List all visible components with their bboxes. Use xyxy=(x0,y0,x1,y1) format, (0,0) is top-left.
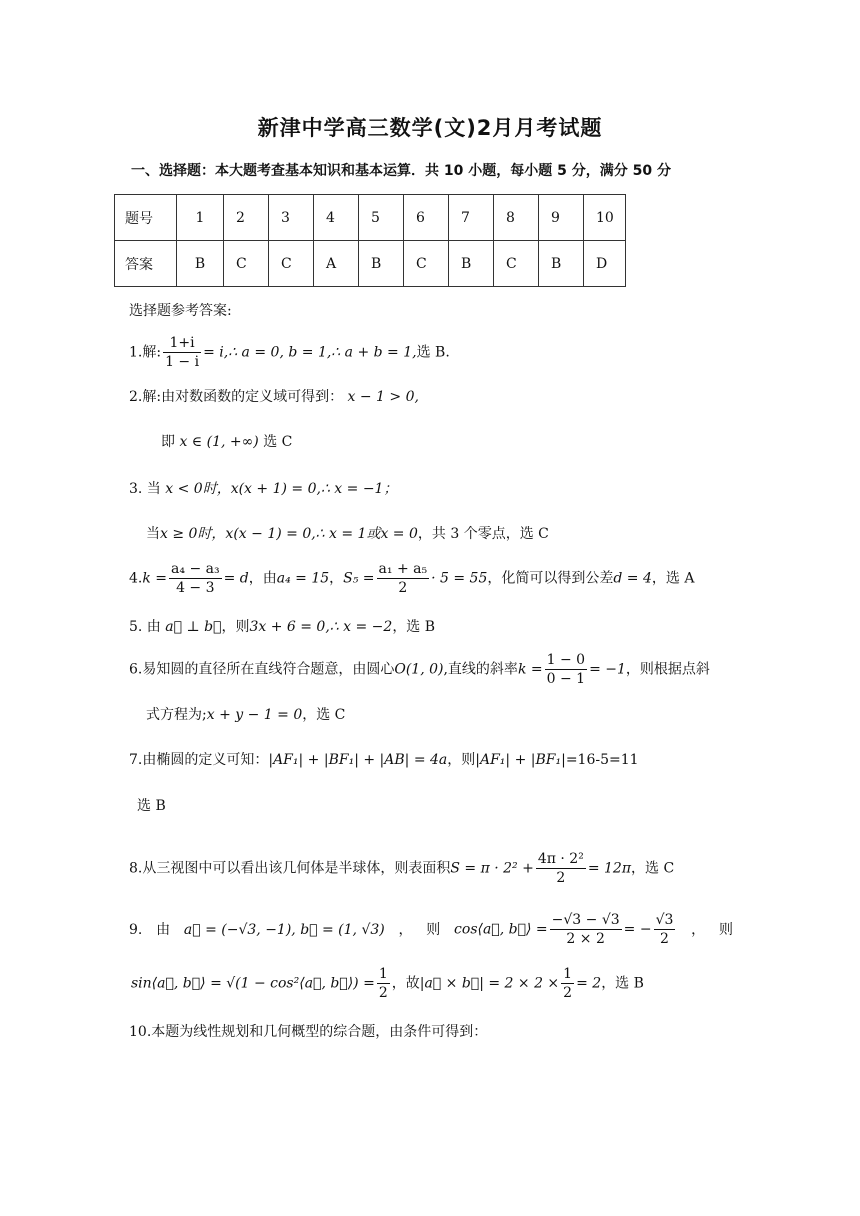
solution-4 xyxy=(129,560,694,597)
numerator: 4π · 2² xyxy=(537,851,584,867)
denominator: 2 xyxy=(660,931,669,947)
fraction xyxy=(536,850,586,887)
denominator: 2 xyxy=(378,985,388,1001)
solution-7-cont: 选 B xyxy=(137,798,166,814)
table-cell: 7 xyxy=(449,195,494,241)
math: a⃗ ⊥ b⃗ xyxy=(165,619,222,635)
ref-heading: 选择题参考答案: xyxy=(129,303,232,319)
table-cell: D xyxy=(584,241,626,287)
math: cos⟨a⃗, b⃗⟩ = xyxy=(454,921,548,938)
math: 3x + 6 = 0,∴ x = −2 xyxy=(249,619,393,635)
text: 2.解:由对数函数的定义域可得到： xyxy=(129,389,344,405)
text: ，选 C xyxy=(631,860,675,877)
fraction xyxy=(377,965,390,1002)
text: ，则 xyxy=(447,752,476,768)
numerator: a₄ − a₃ xyxy=(171,561,220,577)
solution-3-cont xyxy=(146,524,549,544)
section-heading: 一、选择题：本大题考查基本知识和基本运算．共 10 小题，每小题 5 分，满分 50 分 xyxy=(131,163,671,179)
math: a₄ = 15 xyxy=(276,570,330,587)
page-title: 新津中学高三数学(文)2月月考试题 xyxy=(257,116,603,140)
table-cell: B xyxy=(177,241,224,287)
numerator: −√3 − √3 xyxy=(551,912,620,928)
math: · 5 = 55 xyxy=(431,570,488,587)
text: ， xyxy=(329,570,344,587)
table-cell: 2 xyxy=(224,195,269,241)
denominator: 2 xyxy=(563,985,573,1001)
math: S₅ = xyxy=(343,570,375,587)
math: |a⃗ × b⃗| = 2 × 2 × xyxy=(419,975,560,992)
text: ，选 C xyxy=(302,707,346,723)
math: = 2 xyxy=(576,975,602,992)
table-cell: C xyxy=(224,241,269,287)
numerator: 1 xyxy=(563,966,573,982)
table-cell: C xyxy=(269,241,314,287)
math: d = 4 xyxy=(613,570,652,587)
solution-10: 10.本题为线性规划和几何概型的综合题，由条件可得到： xyxy=(129,1024,488,1040)
table-cell: 9 xyxy=(539,195,584,241)
denominator: 2 × 2 xyxy=(566,931,605,947)
text: ， xyxy=(691,921,706,938)
solution-9-cont xyxy=(131,965,644,1002)
text: 当 xyxy=(146,526,160,542)
table-cell: 1 xyxy=(177,195,224,241)
row-label: 答案 xyxy=(115,241,177,287)
denominator: 2 xyxy=(398,580,408,596)
solution-3 xyxy=(129,479,397,499)
fraction xyxy=(377,560,430,597)
text: 则 xyxy=(718,921,733,938)
table-cell: B xyxy=(539,241,584,287)
solution-2 xyxy=(129,387,419,407)
math: x ∈ (1, +∞) xyxy=(179,434,259,450)
math: = 12π xyxy=(587,860,632,877)
text: =16-5=11 xyxy=(565,752,639,768)
math: = d xyxy=(223,570,249,587)
denominator: 0 − 1 xyxy=(546,671,586,687)
denominator: 4 − 3 xyxy=(176,580,215,596)
text: 3. 当 xyxy=(129,481,161,497)
math: k = xyxy=(517,661,543,678)
text: 即 xyxy=(161,434,175,450)
table-cell: C xyxy=(494,241,539,287)
row-label: 题号 xyxy=(115,195,177,241)
fraction xyxy=(550,911,622,948)
solution-5 xyxy=(129,617,435,637)
text: ，共 3 个零点，选 C xyxy=(417,526,549,542)
text: ，选 B xyxy=(601,975,644,992)
numerator: a₁ + a₅ xyxy=(378,561,428,577)
solution-2-cont xyxy=(161,432,292,452)
table-row-numbers xyxy=(115,195,626,241)
math: = −1 xyxy=(589,661,626,678)
text: ，选 B xyxy=(392,619,436,635)
solution-7 xyxy=(129,750,639,770)
text: 6.易知圆的直径所在直线符合题意，由圆心 xyxy=(129,661,395,678)
math: a⃗ = (−√3, −1), b⃗ = (1, √3) xyxy=(183,921,385,938)
solution-1 xyxy=(129,334,450,371)
math: x ≥ 0时，x(x − 1) = 0,∴ x = 1或x = 0 xyxy=(160,526,418,542)
math: |AF₁| + |BF₁| + |AB| = 4a xyxy=(268,752,448,768)
table-row-answers xyxy=(115,241,626,287)
math: = − xyxy=(623,921,652,938)
text: ， xyxy=(398,921,413,938)
table-cell: 3 xyxy=(269,195,314,241)
math: O(1, 0) xyxy=(394,661,444,678)
text: 选 C xyxy=(263,434,293,450)
solution-8 xyxy=(129,850,674,887)
table-cell: A xyxy=(314,241,359,287)
text: ，选 A xyxy=(651,570,695,587)
table-cell: C xyxy=(404,241,449,287)
math: sin⟨a⃗, b⃗⟩ = √(1 − cos²⟨a⃗, b⃗⟩) = xyxy=(131,975,375,992)
denominator: 1 − i xyxy=(165,354,200,370)
text: ,直线的斜率 xyxy=(443,661,518,678)
table-cell: 8 xyxy=(494,195,539,241)
solution-9 xyxy=(129,911,733,948)
fraction xyxy=(654,911,676,948)
text: 8.从三视图中可以看出该几何体是半球体，则表面积 xyxy=(129,860,451,877)
math: |AF₁| + |BF₁| xyxy=(475,752,566,768)
text: ，化简可以得到公差 xyxy=(487,570,614,587)
math: x + y − 1 = 0 xyxy=(206,707,303,723)
numerator: 1 xyxy=(378,966,388,982)
table-cell: 5 xyxy=(359,195,404,241)
text: ，则根据点斜 xyxy=(625,661,710,678)
math-group xyxy=(454,911,677,948)
denominator: 2 xyxy=(556,870,566,886)
fraction xyxy=(561,965,574,1002)
fraction xyxy=(169,560,222,597)
table-cell: B xyxy=(449,241,494,287)
numerator: 1 − 0 xyxy=(546,652,586,668)
text: 4. xyxy=(129,570,143,587)
solution-6 xyxy=(129,651,710,688)
text: 选 B. xyxy=(416,344,450,361)
numerator: 1+i xyxy=(163,334,201,353)
math: S = π · 2² + xyxy=(450,860,534,877)
text: 5. 由 xyxy=(129,619,161,635)
text: 1.解: xyxy=(129,344,162,361)
fraction xyxy=(545,651,587,688)
text: ，由 xyxy=(248,570,277,587)
text: 由 xyxy=(156,921,171,938)
table-cell: 10 xyxy=(584,195,626,241)
answer-table xyxy=(114,194,626,287)
text: 式方程为; xyxy=(146,707,207,723)
table-cell: 4 xyxy=(314,195,359,241)
math: x − 1 > 0, xyxy=(347,389,419,405)
text: 则 xyxy=(426,921,441,938)
math: x < 0时，x(x + 1) = 0,∴ x = −1； xyxy=(165,481,398,497)
math: = i,∴ a = 0, b = 1,∴ a + b = 1, xyxy=(203,344,417,361)
table-cell: 6 xyxy=(404,195,449,241)
math: k = xyxy=(142,570,168,587)
text: 7.由椭圆的定义可知： xyxy=(129,752,269,768)
text: ，故 xyxy=(391,975,420,992)
numerator: √3 xyxy=(655,912,674,928)
table-cell: B xyxy=(359,241,404,287)
text: ，则 xyxy=(221,619,250,635)
text: 9. xyxy=(129,921,143,938)
fraction xyxy=(163,334,201,371)
solution-6-cont xyxy=(146,705,345,725)
